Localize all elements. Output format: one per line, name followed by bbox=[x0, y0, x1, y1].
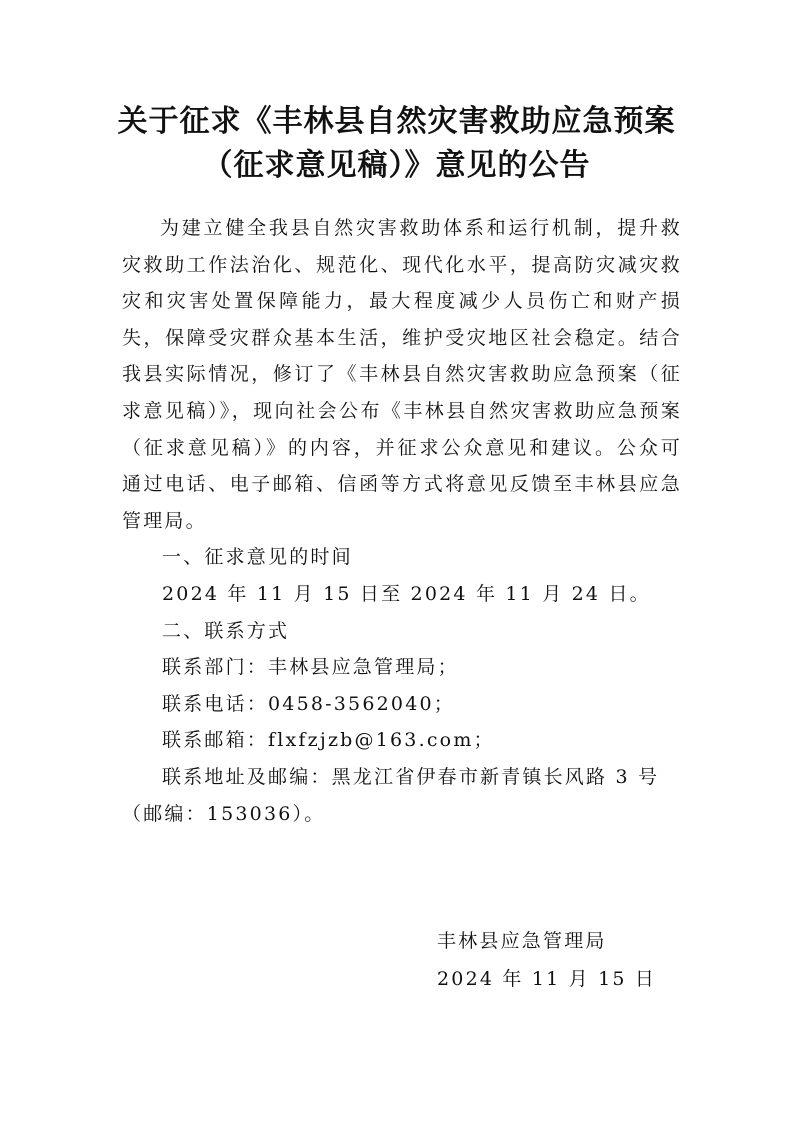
document-title-line-1: 关于征求《丰林县自然灾害救助应急预案 bbox=[117, 104, 676, 139]
document-title-line-2: （征求意见稿）》意见的公告 bbox=[202, 148, 591, 183]
signature-block bbox=[437, 922, 656, 998]
contact-address: 联系地址及邮编：黑龙江省伊春市新青镇长风路 3 号（邮编：153036）。 bbox=[122, 765, 660, 825]
contact-email: 联系邮箱：flxfzjzb@163.com； bbox=[162, 729, 495, 752]
intro-paragraph: 为建立健全我县自然灾害救助体系和运行机制，提升救灾救助工作法治化、规范化、现代化水平，提高防灾减灾救灾和灾害处置保障能力，最大程度减少人员伤亡和财产损失，保障受灾群众基本生活，维护受灾地区社会稳定。结合我县实际情况，修订了《丰林县自然灾害救助应急预案（征求意见稿）》，现向社会公布《丰林县自然灾害救助应急预案（征求意见稿）》的内容，并征求公众意见和建议。公众可通过电话、电子邮箱、信函等方式将意见反馈至丰林县应急管理局。 bbox=[122, 217, 682, 532]
signature-date: 2024 年 11 月 15 日 bbox=[437, 968, 657, 990]
contact-department: 联系部门：丰林县应急管理局； bbox=[162, 656, 459, 679]
signature-organization: 丰林县应急管理局 bbox=[437, 930, 607, 952]
document-body bbox=[122, 210, 682, 832]
contact-phone: 联系电话：0458-3562040； bbox=[162, 692, 455, 715]
section-1-heading: 一、征求意见的时间 bbox=[162, 546, 353, 569]
section-2-heading: 二、联系方式 bbox=[162, 619, 290, 642]
section-1-text: 2024 年 11 月 15 日至 2024 年 11 月 24 日。 bbox=[162, 582, 651, 605]
